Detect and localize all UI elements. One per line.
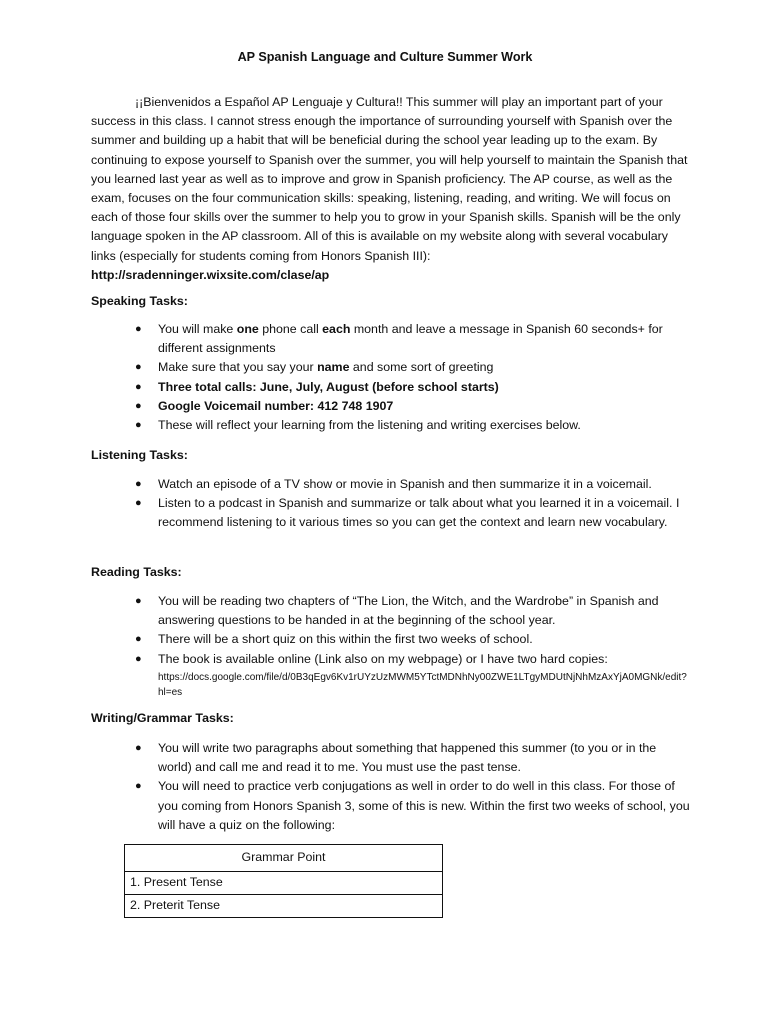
- table-cell: 2. Preterit Tense: [125, 895, 443, 918]
- table-cell: 1. Present Tense: [125, 872, 443, 895]
- writing-heading: Writing/Grammar Tasks:: [91, 711, 234, 725]
- list-item: ● You will need to practice verb conjugations as well in order to do well in this class. For those of you coming from Honors Spanish 3, some of this is new. Within the first two weeks of school, you will have a quiz on the following:: [135, 779, 690, 832]
- intro-text: ¡¡Bienvenidos a Español AP Lenguaje y Cultura!! This summer will play an important part of your success in this class. I cannot stress enough the importance of surrounding yourself with Spanish over the summer and building up a habit that will be beneficial during the school year leading up to the exam. By continuing to expose yourself to Spanish over the summer, you will help yourself to maintain the Spanish that you learned last year as well as to improve and grow in Spanish proficiency. The AP course, as well as the exam, focuses on the four communication skills: speaking, listening, reading, and writing. We will focus on each of those four skills over the summer to help you to grow in your Spanish skills. Spanish will be the only language spoken in the AP classroom. All of this is available on my website along with several vocabulary links (especially for students coming from Honors Spanish III):: [91, 95, 688, 263]
- table-header-row: [125, 845, 443, 872]
- bullet-icon: ●: [135, 323, 142, 335]
- reading-list: [131, 592, 691, 700]
- table-header-cell: Grammar Point: [125, 845, 443, 872]
- list-item: ● Three total calls: June, July, August (before school starts): [131, 378, 691, 397]
- speaking-list: [131, 320, 691, 435]
- reading-heading: Reading Tasks:: [91, 565, 182, 579]
- bullet-icon: ●: [135, 419, 142, 432]
- writing-list: [131, 739, 691, 835]
- list-item: ● Google Voicemail number: 412 748 1907: [131, 397, 691, 416]
- table-row: [125, 895, 443, 918]
- list-item: ● Watch an episode of a TV show or movie in Spanish and then summarize it in a voicemail.: [131, 475, 691, 494]
- list-item: ● Make sure that you say your name and some sort of greeting: [131, 358, 691, 377]
- document-title: AP Spanish Language and Culture Summer Work: [237, 50, 533, 64]
- bullet-icon: ●: [135, 780, 142, 793]
- list-item: ● The book is available online (Link also on my webpage) or I have two hard copies: https://docs.google.com/file/d/0B3qEgv6Kv1rUYzUzMWM5YTctMDNhNy00ZWE1LTgyMDUtNjNhMzAxYjA0MGNk/edit?hl=es: [131, 650, 691, 700]
- book-link[interactable]: https://docs.google.com/file/d/0B3qEgv6Kv1rUYzUzMWM5YTctMDNhNy00ZWE1LTgyMDUtNjNhMzAxYjA0MGNk/edit?hl=es: [158, 671, 687, 698]
- bullet-icon: ●: [135, 399, 142, 412]
- speaking-heading: Speaking Tasks:: [91, 294, 188, 308]
- website-link[interactable]: http://sradenninger.wixsite.com/clase/ap: [91, 267, 330, 282]
- bullet-icon: ●: [135, 595, 142, 607]
- list-item: ● Listen to a podcast in Spanish and summarize or talk about what you learned it in a voicemail. I recommend listening to it various times so you can get the context and learn new vocabulary.: [135, 496, 680, 530]
- bullet-icon: ●: [135, 478, 142, 490]
- list-item: ● There will be a short quiz on this within the first two weeks of school.: [131, 630, 691, 649]
- intro-paragraph: [91, 93, 691, 285]
- bullet-icon: ●: [135, 361, 142, 374]
- table-row: [125, 872, 443, 895]
- list-item: ● You will be reading two chapters of “The Lion, the Witch, and the Wardrobe” in Spanish and answering questions to be handed in at the beginning of the school year.: [135, 594, 659, 628]
- list-item: ● You will write two paragraphs about something that happened this summer (to you or in the world) and call me and read it to me. You must use the past tense.: [135, 741, 657, 775]
- bullet-icon: ●: [135, 497, 142, 510]
- grammar-table: [124, 844, 443, 918]
- list-item: ● These will reflect your learning from the listening and writing exercises below.: [131, 416, 691, 435]
- listening-list: [131, 475, 691, 533]
- bullet-icon: ●: [135, 652, 142, 665]
- listening-heading: Listening Tasks:: [91, 448, 188, 462]
- bullet-icon: ●: [135, 633, 142, 646]
- bullet-icon: ●: [135, 380, 142, 393]
- bullet-icon: ●: [135, 742, 142, 754]
- list-item: ● You will make one phone call each month and leave a message in Spanish 60 seconds+ for different assignments: [135, 322, 663, 356]
